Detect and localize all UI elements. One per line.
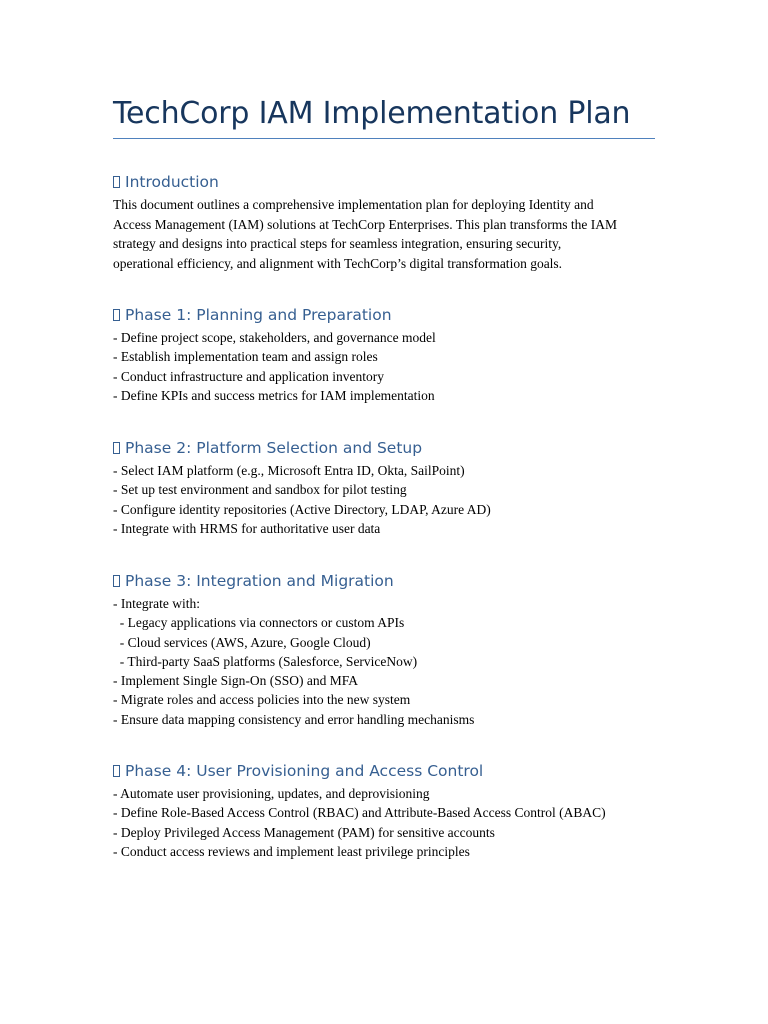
section-phase-1 bbox=[113, 305, 655, 405]
phase-4-list bbox=[113, 784, 655, 861]
section-phase-2 bbox=[113, 438, 655, 538]
section-heading-text: Phase 2: Platform Selection and Setup bbox=[125, 439, 423, 457]
phase-1-list bbox=[113, 328, 655, 405]
phase-2-list bbox=[113, 461, 655, 538]
intro-line: Access Management (IAM) solutions at TechCorp Enterprises. This plan transforms the IAM bbox=[113, 216, 617, 232]
list-item: - Implement Single Sign-On (SSO) and MFA bbox=[113, 673, 358, 689]
section-heading-text: Phase 3: Integration and Migration bbox=[125, 572, 394, 590]
phase-3-list bbox=[113, 594, 655, 729]
missing-glyph-icon bbox=[113, 176, 120, 188]
list-item: - Integrate with: bbox=[113, 596, 200, 611]
intro-line: This document outlines a comprehensive implementation plan for deploying Identity and bbox=[113, 197, 594, 212]
missing-glyph-icon bbox=[113, 765, 120, 777]
document-title: TechCorp IAM Implementation Plan bbox=[113, 96, 631, 131]
list-item: - Configure identity repositories (Active Directory, LDAP, Azure AD) bbox=[113, 501, 491, 517]
list-item: - Migrate roles and access policies into the new system bbox=[113, 692, 411, 708]
section-phase-3 bbox=[113, 571, 655, 729]
list-item: - Define Role-Based Access Control (RBAC) and Attribute-Based Access Control (ABAC) bbox=[113, 805, 606, 821]
intro-paragraph bbox=[113, 195, 655, 273]
title-underline bbox=[113, 138, 655, 139]
intro-line: operational efficiency, and alignment with TechCorp’s digital transformation goals. bbox=[113, 255, 563, 271]
section-heading-phase-1 bbox=[113, 305, 655, 325]
section-phase-4 bbox=[113, 761, 655, 861]
section-heading-text: Introduction bbox=[125, 173, 219, 191]
section-heading-phase-3 bbox=[113, 571, 655, 591]
section-introduction bbox=[113, 172, 655, 273]
list-item: - Automate user provisioning, updates, and deprovisioning bbox=[113, 786, 430, 801]
list-item: - Select IAM platform (e.g., Microsoft Entra ID, Okta, SailPoint) bbox=[113, 463, 465, 478]
missing-glyph-icon bbox=[113, 309, 120, 321]
list-item: - Establish implementation team and assign roles bbox=[113, 349, 378, 365]
list-item: - Ensure data mapping consistency and error handling mechanisms bbox=[113, 711, 475, 727]
document-page bbox=[113, 92, 655, 859]
list-item: - Conduct access reviews and implement least privilege principles bbox=[113, 843, 470, 859]
list-item: - Define project scope, stakeholders, and governance model bbox=[113, 330, 436, 345]
section-heading-phase-2 bbox=[113, 438, 655, 458]
section-heading-text: Phase 4: User Provisioning and Access Control bbox=[125, 762, 484, 780]
list-item: - Deploy Privileged Access Management (PAM) for sensitive accounts bbox=[113, 824, 495, 840]
section-heading-phase-4 bbox=[113, 761, 655, 781]
list-item: - Cloud services (AWS, Azure, Google Cloud) bbox=[113, 634, 371, 650]
list-item: - Set up test environment and sandbox for pilot testing bbox=[113, 482, 407, 498]
intro-line: strategy and designs into practical steps for seamless integration, ensuring security, bbox=[113, 236, 562, 252]
list-item: - Conduct infrastructure and application inventory bbox=[113, 368, 385, 384]
missing-glyph-icon bbox=[113, 442, 120, 454]
list-item: - Legacy applications via connectors or custom APIs bbox=[113, 615, 405, 631]
missing-glyph-icon bbox=[113, 575, 120, 587]
section-heading-text: Phase 1: Planning and Preparation bbox=[125, 306, 392, 324]
list-item: - Define KPIs and success metrics for IAM implementation bbox=[113, 387, 435, 403]
list-item: - Integrate with HRMS for authoritative user data bbox=[113, 520, 381, 536]
list-item: - Third-party SaaS platforms (Salesforce, ServiceNow) bbox=[113, 653, 418, 669]
section-heading-introduction bbox=[113, 172, 655, 192]
